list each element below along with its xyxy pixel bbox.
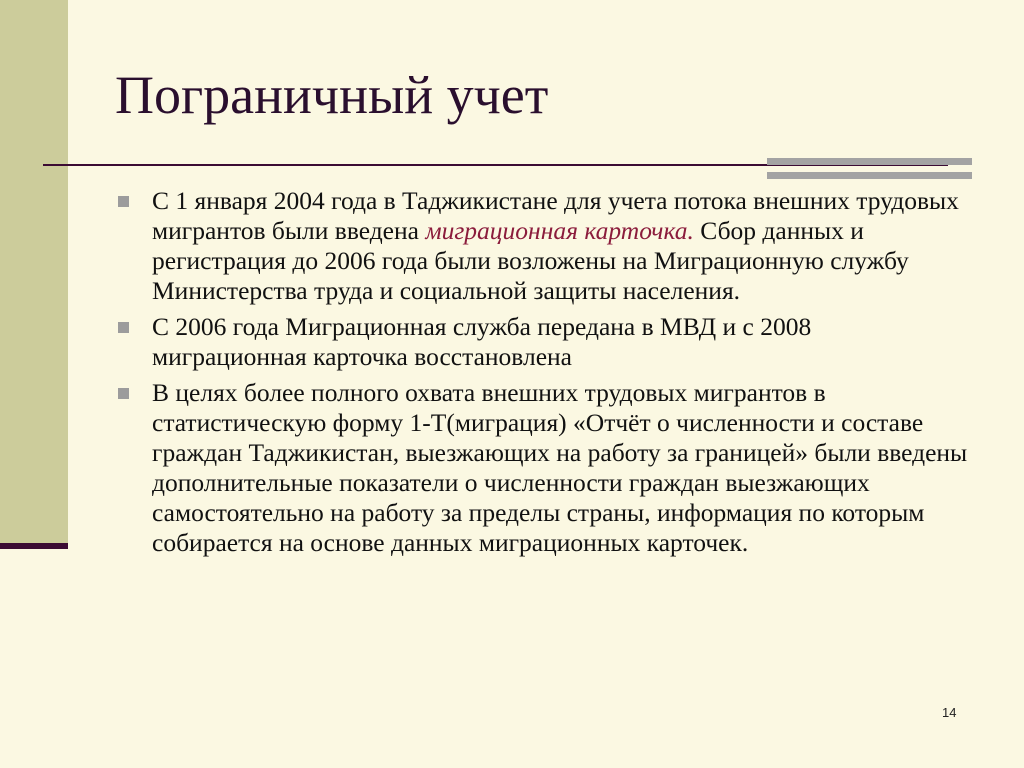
left-band-rule	[0, 543, 68, 549]
bullet-item	[118, 312, 968, 372]
square-bullet-icon	[118, 196, 129, 207]
square-bullet-icon	[118, 322, 129, 333]
page-number: 14	[942, 705, 957, 720]
left-decorative-band	[0, 0, 68, 545]
title-divider-accent-bottom	[767, 172, 972, 179]
bullet-list	[118, 186, 968, 564]
bullet-text: С 1 января 2004 года в Таджикистане для учета потока внешних трудовых мигрантов были введена	[152, 186, 959, 245]
title-divider-accent-top	[767, 158, 972, 165]
bullet-text-continued: Сбор данных и регистрация до 2006 года были возложены на Миграционную службу Министерства труда и социальной защиты населения.	[152, 216, 909, 305]
bullet-text: С 2006 года Миграционная служба передана в МВД и с 2008 миграционная карточка восстановлена	[152, 312, 812, 371]
slide-title: Пограничный учет	[115, 65, 549, 125]
square-bullet-icon	[118, 388, 129, 399]
emphasized-term: миграционная карточка.	[425, 216, 694, 245]
bullet-text: В целях более полного охвата внешних трудовых мигрантов в статистическую форму 1-Т(миграция) «Отчёт о численности и составе граждан Таджикистан, выезжающих на работу за границей» были введены дополнительные показатели о численности граждан выезжающих самостоятельно на работу за пределы страны, информация по которым собирается на основе данных миграционных карточек.	[152, 378, 968, 557]
bullet-item	[118, 378, 968, 558]
bullet-item	[118, 186, 968, 306]
